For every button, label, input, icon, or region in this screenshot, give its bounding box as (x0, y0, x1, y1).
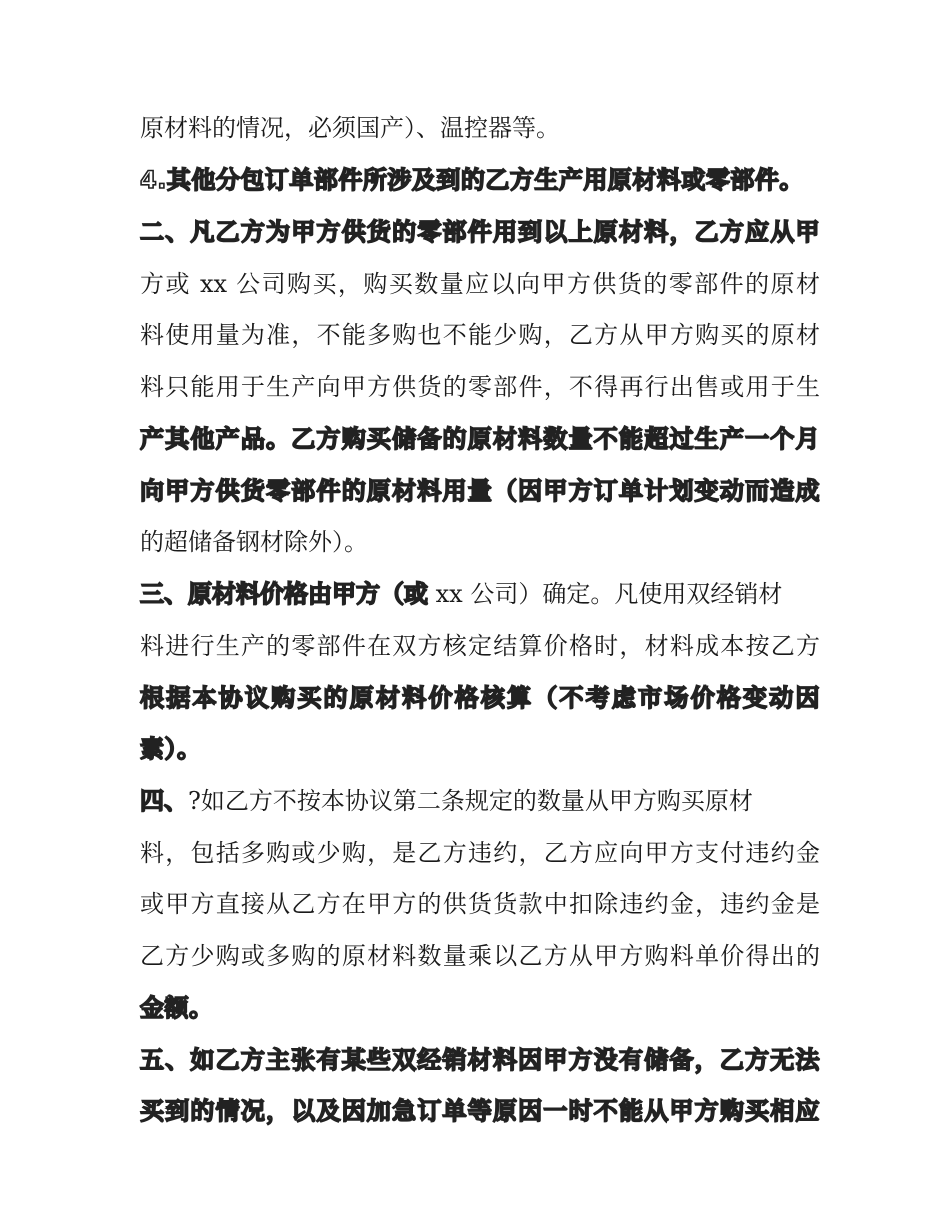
text-line-10-plain: xx 公司）确定。凡使用双经销材 (428, 580, 783, 608)
text-line-13: 素）。 (140, 735, 202, 763)
text-line-18: 金额。 (140, 994, 214, 1022)
text-line-1: 原材料的情况，必须国产）、温控器等。 (140, 114, 560, 142)
text-line-5: 料使用量为准，不能多购也不能少购，乙方从甲方购买的原材 (140, 321, 820, 349)
text-line-7: 产其他产品。乙方购买储备的原材料数量不能超过生产一个月 (140, 425, 820, 453)
text-line-3: 二、凡乙方为甲方供货的零部件用到以上原材料，乙方应从甲 (140, 218, 820, 246)
text-line-16: 或甲方直接从乙方在甲方的供货货款中扣除违约金，违约金是 (140, 890, 820, 918)
text-line-14-plain: ?如乙方不按本协议第二条规定的数量从甲方购买原材 (188, 787, 753, 815)
text-line-14-outlined: 四、 (140, 787, 188, 815)
text-line-10-outlined: 三、原材料价格由甲方（或 (140, 580, 428, 608)
text-line-17: 乙方少购或多购的原材料数量乘以乙方从甲方购料单价得出的 (140, 942, 820, 970)
text-line-6: 料只能用于生产向甲方供货的零部件，不得再行出售或用于生 (140, 373, 820, 401)
text-line-11: 料进行生产的零部件在双方核定结算价格时，材料成本按乙方 (140, 632, 820, 660)
text-line-8: 向甲方供货零部件的原材料用量（因甲方订单计划变动而造成 (140, 477, 820, 505)
text-line-15: 料，包括多购或少购，是乙方违约，乙方应向甲方支付违约金 (140, 839, 820, 867)
text-line-10 (140, 574, 820, 614)
text-line-4: 方或 xx 公司购买，购买数量应以向甲方供货的零部件的原材 (140, 270, 820, 298)
text-line-19: 五、如乙方主张有某些双经销材料因甲方没有储备，乙方无法 (140, 1046, 820, 1074)
text-line-12: 根据本协议购买的原材料价格核算（不考虑市场价格变动因 (140, 684, 820, 712)
text-line-2: 4.其他分包订单部件所涉及到的乙方生产用原材料或零部件。 (140, 166, 804, 194)
text-line-14 (140, 781, 820, 821)
text-line-20: 买到的情况，以及因加急订单等原因一时不能从甲方购买相应 (140, 1097, 820, 1125)
text-line-9: 的超储备钢材除外）。 (140, 528, 368, 556)
